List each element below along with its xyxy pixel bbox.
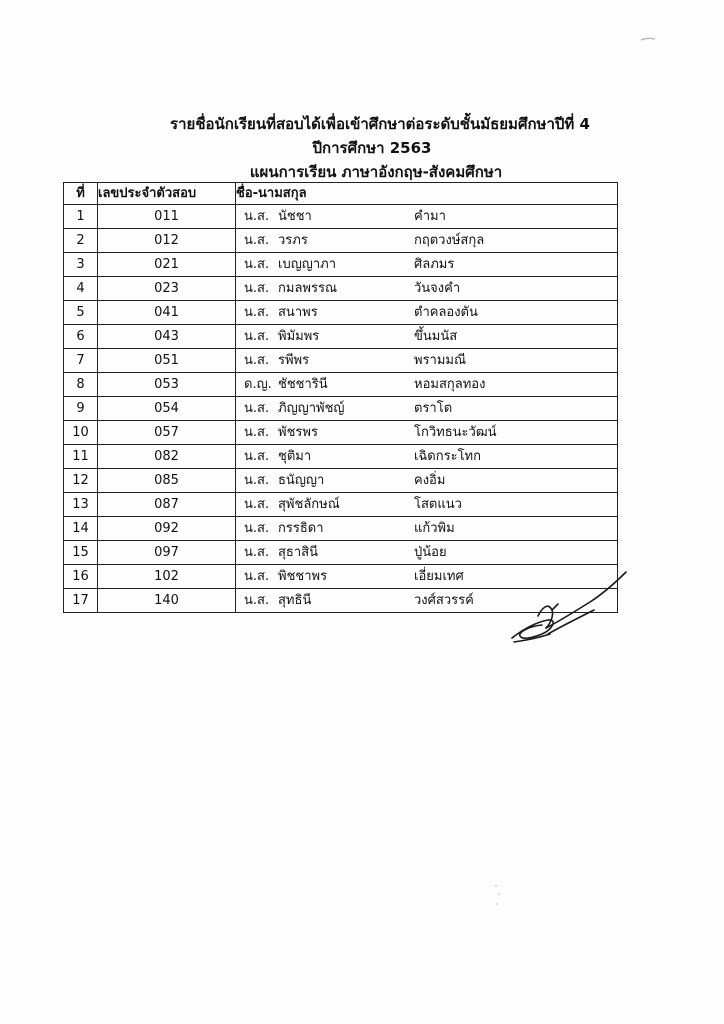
first-name: นัชชา — [278, 209, 312, 224]
row-number: 17 — [64, 589, 98, 613]
last-name: กฤตวงษ์สกุล — [414, 233, 485, 248]
row-number: 2 — [64, 229, 98, 253]
name-prefix: น.ส. — [244, 305, 270, 320]
first-name: พิชชาพร — [278, 569, 328, 584]
table-row — [64, 517, 618, 541]
table-row — [64, 373, 618, 397]
row-number: 5 — [64, 301, 98, 325]
student-name — [236, 397, 618, 421]
header-number: ที่ — [64, 183, 98, 205]
last-name: วันจงคำ — [414, 281, 461, 296]
name-prefix: น.ส. — [244, 473, 270, 488]
exam-id: 011 — [98, 205, 236, 229]
name-prefix: น.ส. — [244, 497, 270, 512]
table-row — [64, 253, 618, 277]
row-number: 7 — [64, 349, 98, 373]
first-name: สุพัชลักษณ์ — [278, 497, 340, 512]
row-number: 9 — [64, 397, 98, 421]
name-prefix: น.ส. — [244, 449, 270, 464]
name-prefix: น.ส. — [244, 401, 270, 416]
last-name: ปู่น้อย — [414, 545, 447, 560]
student-name — [236, 205, 618, 229]
last-name: โกวิทธนะวัฒน์ — [414, 425, 497, 440]
exam-id: 097 — [98, 541, 236, 565]
table-row — [64, 493, 618, 517]
first-name: รพีพร — [278, 353, 310, 368]
last-name: แก้วพิม — [414, 521, 455, 536]
first-name: กรรธิดา — [278, 521, 324, 536]
name-prefix: น.ส. — [244, 593, 270, 608]
student-name — [236, 373, 618, 397]
row-number: 15 — [64, 541, 98, 565]
exam-id: 041 — [98, 301, 236, 325]
student-name — [236, 253, 618, 277]
row-number: 10 — [64, 421, 98, 445]
first-name: ชุติมา — [278, 449, 312, 464]
last-name: เอี่ยมเทศ — [414, 569, 464, 584]
header-exam-id: เลขประจำตัวสอบ — [98, 183, 236, 205]
last-name: ตราโต — [414, 401, 453, 416]
handwritten-signature — [508, 564, 632, 646]
last-name: คำมา — [414, 209, 446, 224]
header-full-name: ชื่อ-นามสกุล — [236, 183, 618, 205]
exam-id: 054 — [98, 397, 236, 421]
student-name — [236, 469, 618, 493]
row-number: 4 — [64, 277, 98, 301]
exam-id: 023 — [98, 277, 236, 301]
row-number: 12 — [64, 469, 98, 493]
first-name: เบญญาภา — [278, 257, 337, 272]
student-name — [236, 325, 618, 349]
first-name: พิมัมพร — [278, 329, 320, 344]
first-name: สนาพร — [278, 305, 318, 320]
last-name: โสตแนว — [414, 497, 462, 512]
paper-speck — [492, 882, 504, 912]
exam-id: 140 — [98, 589, 236, 613]
table-row — [64, 445, 618, 469]
name-prefix: น.ส. — [244, 353, 270, 368]
table-row — [64, 325, 618, 349]
document-title: รายชื่อนักเรียนที่สอบได้เพื่อเข้าศึกษาต่อระดับชั้นมัธยมศึกษาปีที่ 4 — [170, 115, 590, 133]
first-name: ภิญญาพัชญ์ — [278, 401, 345, 416]
row-number: 1 — [64, 205, 98, 229]
name-prefix: น.ส. — [244, 209, 270, 224]
table-row — [64, 205, 618, 229]
table-row — [64, 397, 618, 421]
exam-id: 043 — [98, 325, 236, 349]
name-prefix: น.ส. — [244, 281, 270, 296]
table-row — [64, 541, 618, 565]
table-header-row — [64, 183, 618, 205]
first-name: ชัชชารินี — [278, 377, 328, 392]
student-name — [236, 277, 618, 301]
exam-id: 082 — [98, 445, 236, 469]
exam-id: 087 — [98, 493, 236, 517]
last-name: เฉิดกระโทก — [414, 449, 481, 464]
student-name — [236, 493, 618, 517]
paper-speck — [640, 36, 656, 42]
first-name: ธนัญญา — [278, 473, 325, 488]
academic-year: ปีการศึกษา 2563 — [312, 139, 432, 157]
exam-id: 057 — [98, 421, 236, 445]
first-name: กมลพรรณ — [278, 281, 338, 296]
name-prefix: น.ส. — [244, 257, 270, 272]
exam-id: 092 — [98, 517, 236, 541]
last-name: พรามมณี — [414, 353, 467, 368]
table-row — [64, 469, 618, 493]
exam-id: 021 — [98, 253, 236, 277]
last-name: หอมสกุลทอง — [414, 377, 486, 392]
student-name — [236, 349, 618, 373]
student-name — [236, 517, 618, 541]
last-name: ตำคลองตัน — [414, 305, 478, 320]
row-number: 14 — [64, 517, 98, 541]
name-prefix: น.ส. — [244, 425, 270, 440]
table-row — [64, 301, 618, 325]
exam-id: 085 — [98, 469, 236, 493]
name-prefix: น.ส. — [244, 521, 270, 536]
student-name — [236, 229, 618, 253]
table-row — [64, 277, 618, 301]
last-name: คงอิ่ม — [414, 473, 446, 488]
first-name: พัชรพร — [278, 425, 318, 440]
exam-id: 051 — [98, 349, 236, 373]
name-prefix: น.ส. — [244, 233, 270, 248]
student-name — [236, 541, 618, 565]
row-number: 13 — [64, 493, 98, 517]
name-prefix: น.ส. — [244, 329, 270, 344]
first-name: สุธาสินี — [278, 545, 318, 560]
name-prefix: น.ส. — [244, 569, 270, 584]
student-name — [236, 421, 618, 445]
exam-id: 053 — [98, 373, 236, 397]
student-name — [236, 301, 618, 325]
last-name: ศิลภมร — [414, 257, 455, 272]
last-name: วงศ์สวรรค์ — [414, 593, 474, 608]
last-name: ขึ้นมนัส — [414, 329, 458, 344]
student-name — [236, 445, 618, 469]
first-name: สุทธินี — [278, 593, 312, 608]
table-row — [64, 349, 618, 373]
first-name: วรภร — [278, 233, 308, 248]
row-number: 11 — [64, 445, 98, 469]
row-number: 16 — [64, 565, 98, 589]
name-prefix: น.ส. — [244, 545, 270, 560]
student-list-table — [63, 182, 618, 613]
row-number: 8 — [64, 373, 98, 397]
row-number: 6 — [64, 325, 98, 349]
table-row — [64, 229, 618, 253]
exam-id: 012 — [98, 229, 236, 253]
name-prefix: ด.ญ. — [244, 377, 272, 392]
table-row — [64, 421, 618, 445]
study-program: แผนการเรียน ภาษาอังกฤษ-สังคมศึกษา — [249, 163, 503, 181]
exam-id: 102 — [98, 565, 236, 589]
row-number: 3 — [64, 253, 98, 277]
